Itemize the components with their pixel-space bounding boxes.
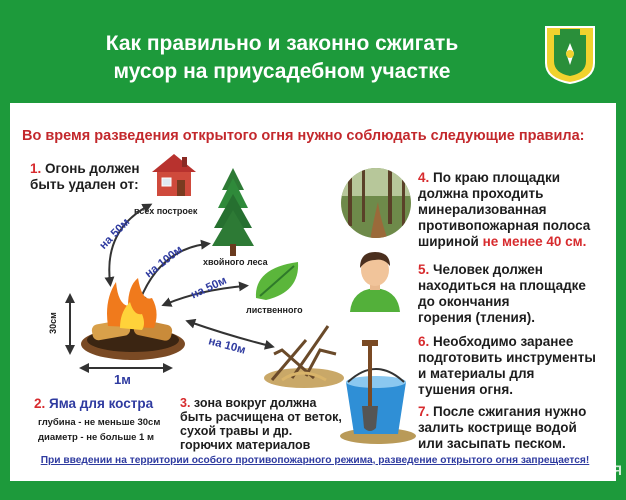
rules-heading: Во время разведения открытого огня нужно соблюдать следующие правила: [22,128,585,144]
rule-4-line-5b: не менее 40 см. [482,234,587,249]
rule-5-line-4: горения (тления). [418,310,535,325]
rule-4-number: 4. [418,170,430,185]
rule-6 [418,334,596,398]
rule-5 [418,262,586,326]
rule-5-number: 5. [418,262,430,277]
rule-5-line-1: Человек должен [433,262,543,277]
rule-7-line-3: или засыпать песком. [418,436,566,451]
rule-7-line-2: залить кострище водой [418,420,577,435]
rule-2 [34,396,153,412]
label-distance-deciduous: на 50м [189,274,229,302]
label-distance-cleared-zone: на 10м [207,335,247,357]
label-distance-buildings: на 50м [97,216,133,252]
rule-6-line-3: и материалы для [418,366,535,381]
rule-4-line-5a: шириной [418,234,479,249]
footer-warning: При введении на территории особого противопожарного режима, разведение открытого огня запрещается! [40,455,590,466]
rule-4-line-4: противопожарная полоса [418,218,591,233]
rule-6-line-1: Необходимо заранее [433,334,574,349]
forest-path-photo [340,166,412,240]
rule-3-line-1: зона вокруг должна [193,396,317,410]
rule-3-line-2: быть расчищена от веток, [180,410,342,424]
rule-6-line-4: тушения огня. [418,382,513,397]
rule-7 [418,404,586,452]
title-line-2: мусор на приусадебном участке [113,60,451,83]
rule-4-line-2: должна проходить [418,186,544,201]
rule-1-number: 1. [30,161,42,176]
rule-2-title: Яма для костра [49,396,154,411]
watermark: ТВАЯ [583,462,622,478]
rule-6-number: 6. [418,334,430,349]
rule-2-diameter: диаметр - не больше 1 м [38,432,154,443]
label-distance-conifer: на 100м [142,243,186,281]
rule-2-depth: глубина - не меньше 30см [38,417,161,428]
title-line-1: Как правильно и законно сжигать [105,32,459,55]
label-depth-30cm: 30см [47,312,58,334]
rule-7-line-1: После сжигания нужно [433,404,587,419]
rule-5-line-2: находиться на площадке [418,278,586,293]
rule-4-line-1: По краю площадки [433,170,561,185]
rule-1-text-a: Огонь должен [45,161,140,176]
label-deciduous: лиственного [246,305,303,315]
rule-3-line-4: горючих материалов [180,438,311,452]
rule-1-text-b: быть удален от: [30,177,139,192]
person-icon [348,248,402,312]
bucket-shovel-icon [338,336,418,446]
rule-5-line-3: до окончания [418,294,510,309]
rule-3 [180,396,342,452]
label-conifer: хвойного леса [203,257,268,267]
rule-4 [418,170,590,250]
rule-3-number: 3. [180,396,191,410]
rule-7-number: 7. [418,404,430,419]
label-buildings: всех построек [134,206,198,216]
label-width-1m: 1м [114,372,131,387]
rule-3-line-3: сухой травы и др. [180,424,293,438]
rule-4-line-3: минерализованная [418,202,547,217]
rule-2-number: 2. [34,396,46,411]
branches-debris-icon [262,320,346,390]
rule-6-line-2: подготовить инструменты [418,350,596,365]
bonfire-icon [78,276,188,362]
